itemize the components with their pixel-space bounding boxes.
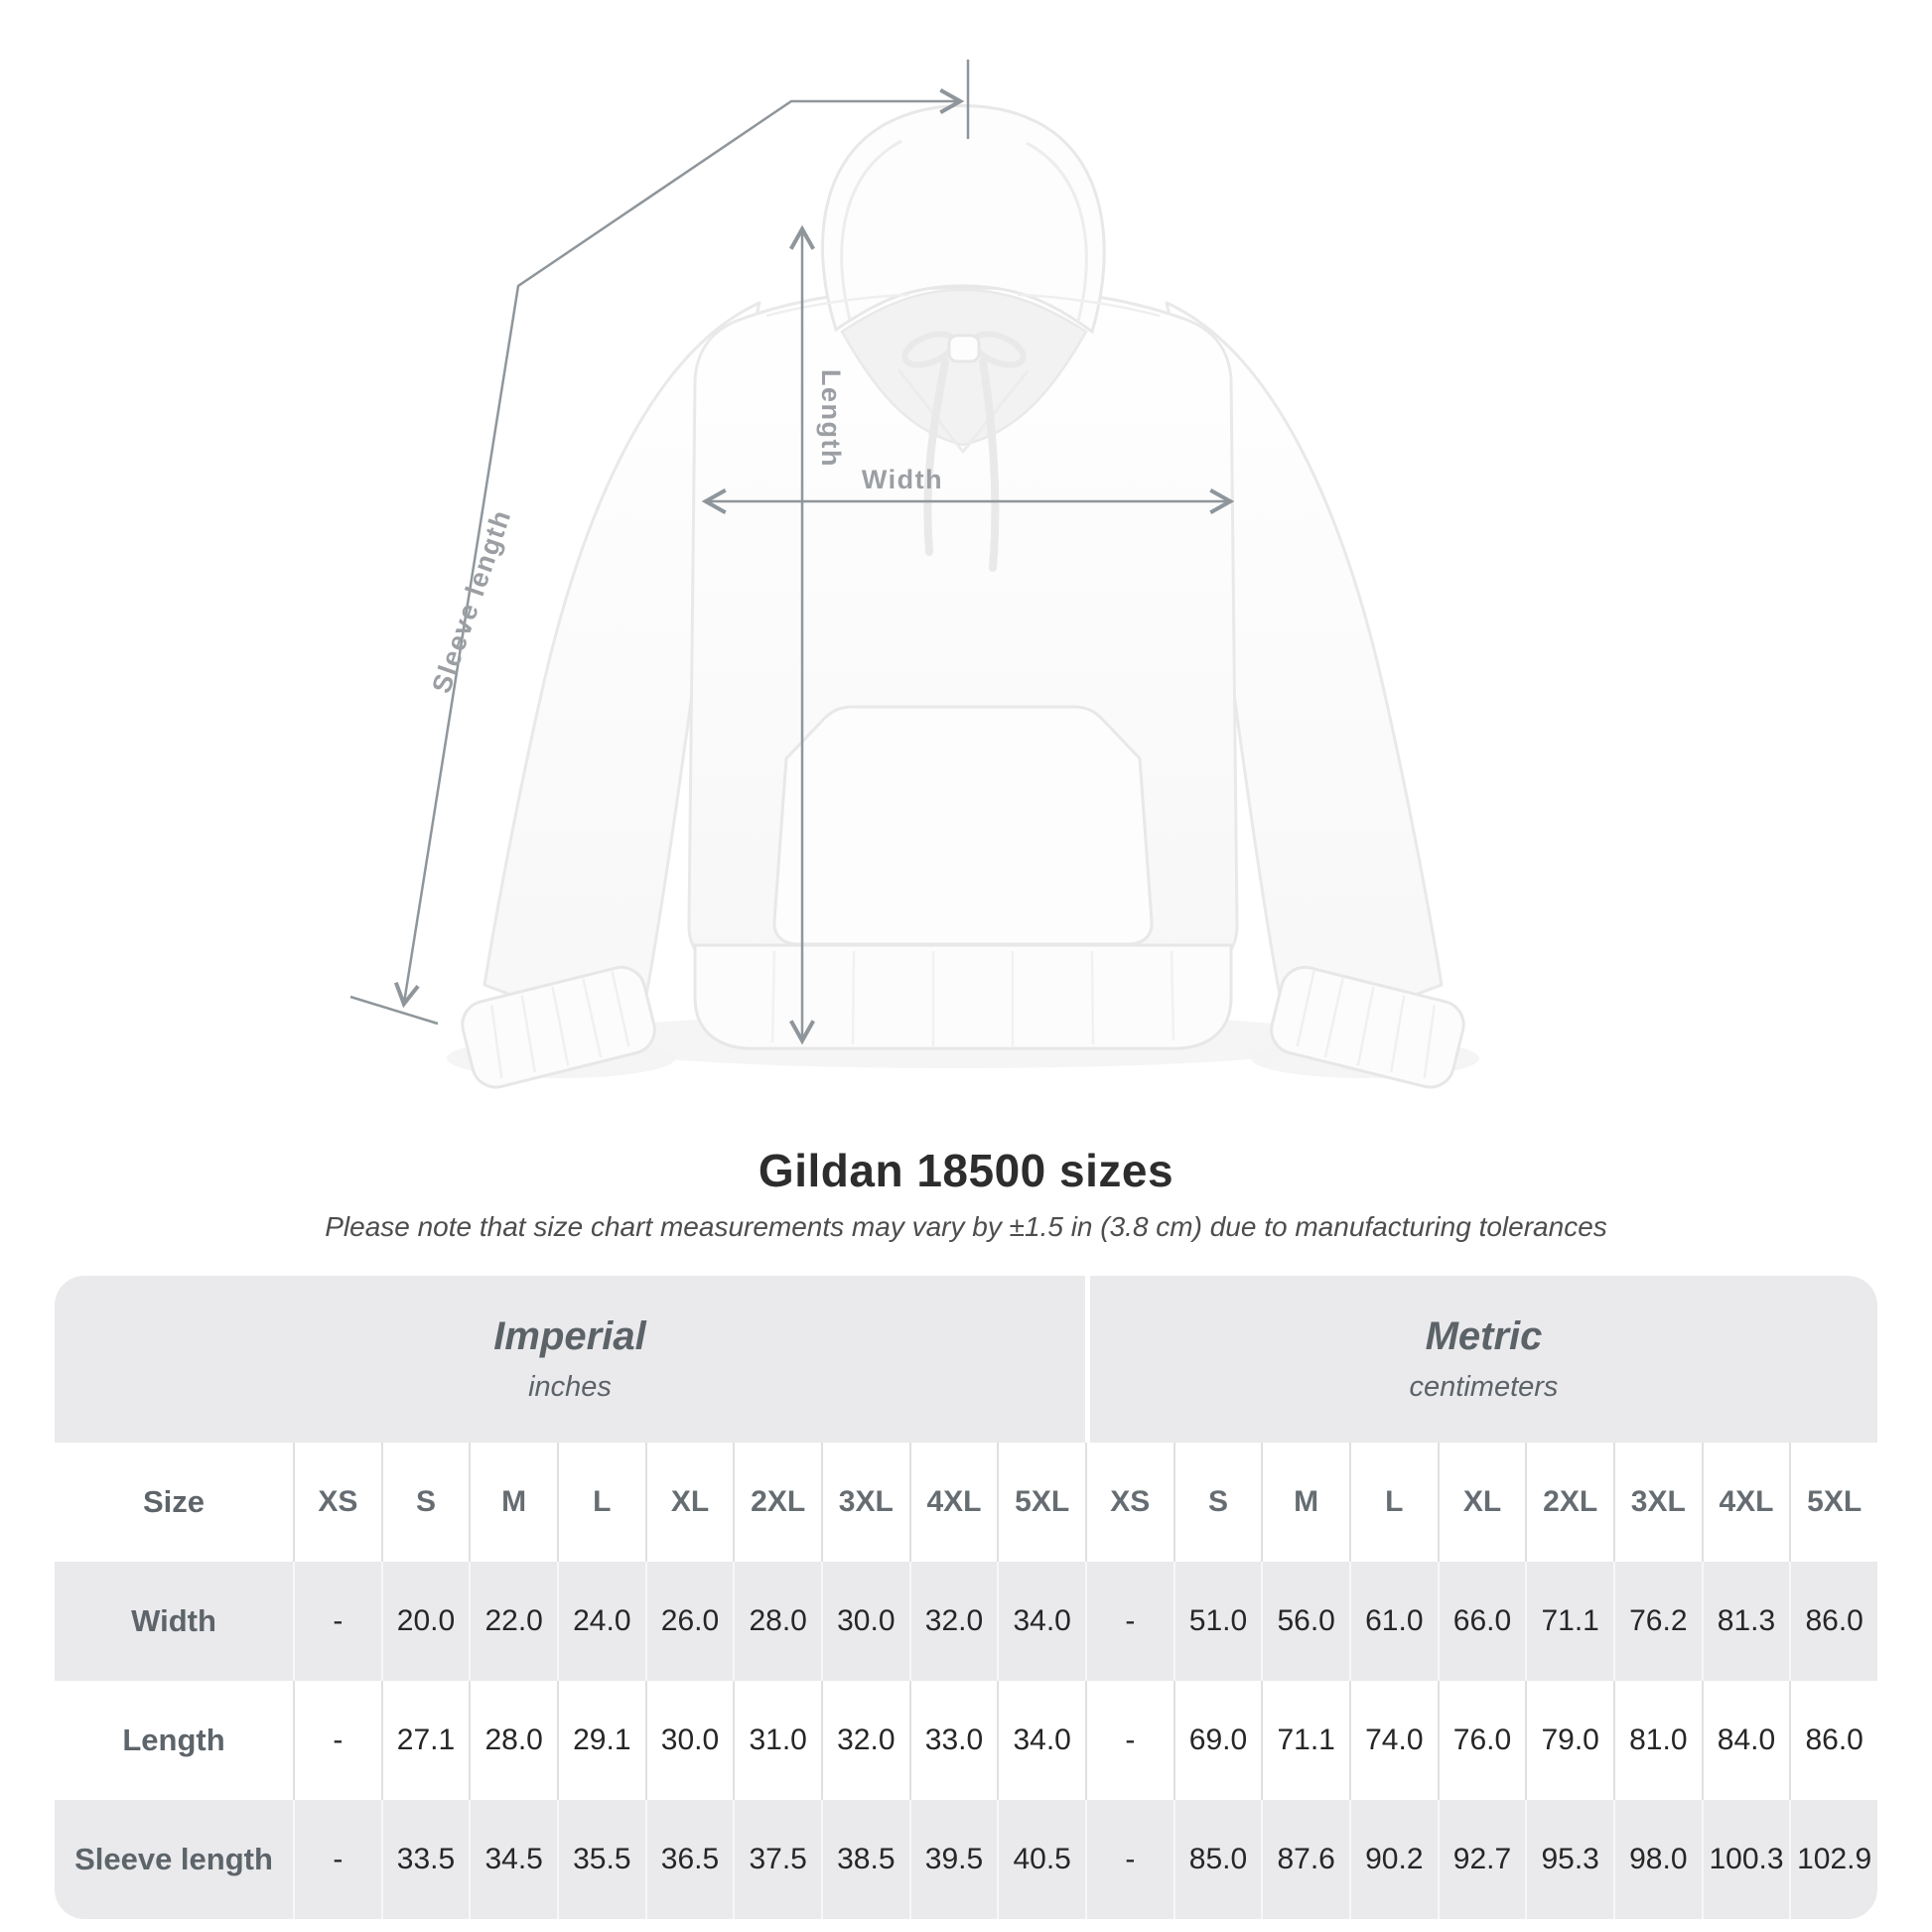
table-cell: 29.1 xyxy=(557,1681,645,1800)
table-cell: 79.0 xyxy=(1525,1681,1613,1800)
size-col-header: XL xyxy=(645,1443,734,1562)
table-cell: 86.0 xyxy=(1789,1681,1877,1800)
size-col-header: M xyxy=(469,1443,557,1562)
table-cell: 39.5 xyxy=(909,1800,998,1919)
table-cell: 85.0 xyxy=(1173,1800,1262,1919)
size-col-header: S xyxy=(1173,1443,1262,1562)
table-cell: 26.0 xyxy=(645,1562,734,1681)
size-col-header: 3XL xyxy=(1613,1443,1702,1562)
table-cell: 40.5 xyxy=(997,1800,1085,1919)
table-cell: - xyxy=(293,1681,381,1800)
size-header: Size xyxy=(142,1484,206,1519)
table-cell: 92.7 xyxy=(1438,1800,1526,1919)
table-row-sleeve-length xyxy=(55,1800,1877,1919)
row-label: Width xyxy=(131,1603,216,1638)
size-col-header: L xyxy=(1349,1443,1438,1562)
size-col-header: XS xyxy=(1085,1443,1173,1562)
table-cell: 34.5 xyxy=(469,1800,557,1919)
table-cell: 32.0 xyxy=(909,1562,998,1681)
imperial-unit: inches xyxy=(528,1371,612,1403)
width-label: Width xyxy=(861,465,944,494)
table-cell: 28.0 xyxy=(469,1681,557,1800)
size-col-header: 5XL xyxy=(997,1443,1085,1562)
table-cell: 66.0 xyxy=(1438,1562,1526,1681)
table-cell: 30.0 xyxy=(645,1681,734,1800)
table-cell: 87.6 xyxy=(1261,1800,1349,1919)
metric-title: Metric xyxy=(1425,1314,1543,1358)
imperial-title: Imperial xyxy=(493,1314,646,1358)
table-cell: 20.0 xyxy=(381,1562,470,1681)
size-table xyxy=(55,1276,1877,1919)
size-col-header: 5XL xyxy=(1789,1443,1877,1562)
table-cell: 38.5 xyxy=(821,1800,909,1919)
row-label: Length xyxy=(122,1723,225,1757)
table-cell: 34.0 xyxy=(997,1562,1085,1681)
hoodie-image xyxy=(447,106,1479,1093)
hoodie-pocket xyxy=(774,707,1152,944)
table-cell: 69.0 xyxy=(1173,1681,1262,1800)
table-cell: 31.0 xyxy=(733,1681,821,1800)
table-row-length xyxy=(55,1681,1877,1800)
table-cell: 81.0 xyxy=(1613,1681,1702,1800)
table-cell: 102.9 xyxy=(1789,1800,1877,1919)
table-cell: 81.3 xyxy=(1702,1562,1790,1681)
table-cell: 71.1 xyxy=(1525,1562,1613,1681)
size-header-row xyxy=(55,1443,1877,1562)
table-cell: - xyxy=(1085,1681,1173,1800)
table-cell: 74.0 xyxy=(1349,1681,1438,1800)
table-cell: - xyxy=(1085,1800,1173,1919)
table-cell: 98.0 xyxy=(1613,1800,1702,1919)
imperial-section-header xyxy=(55,1276,1085,1443)
table-cell: - xyxy=(1085,1562,1173,1681)
table-cell: 22.0 xyxy=(469,1562,557,1681)
table-cell: - xyxy=(293,1800,381,1919)
page-title: Gildan 18500 sizes xyxy=(758,1145,1174,1196)
size-col-header: 4XL xyxy=(1702,1443,1790,1562)
length-label: Length xyxy=(816,369,846,468)
table-cell: 24.0 xyxy=(557,1562,645,1681)
table-cell: 35.5 xyxy=(557,1800,645,1919)
size-col-header: 2XL xyxy=(733,1443,821,1562)
size-col-header: M xyxy=(1261,1443,1349,1562)
table-cell: 84.0 xyxy=(1702,1681,1790,1800)
metric-unit: centimeters xyxy=(1409,1371,1559,1403)
table-row-width xyxy=(55,1562,1877,1681)
size-col-header: 4XL xyxy=(909,1443,998,1562)
table-cell: 27.1 xyxy=(381,1681,470,1800)
sleeve-length-end-tick xyxy=(350,997,438,1024)
row-label: Sleeve length xyxy=(74,1842,273,1876)
size-col-header: S xyxy=(381,1443,470,1562)
unit-band xyxy=(55,1276,1877,1443)
table-cell: 28.0 xyxy=(733,1562,821,1681)
table-cell: - xyxy=(293,1562,381,1681)
table-cell: 90.2 xyxy=(1349,1800,1438,1919)
size-col-header: 2XL xyxy=(1525,1443,1613,1562)
table-cell: 32.0 xyxy=(821,1681,909,1800)
table-cell: 34.0 xyxy=(997,1681,1085,1800)
table-cell: 100.3 xyxy=(1702,1800,1790,1919)
table-cell: 33.5 xyxy=(381,1800,470,1919)
table-cell: 61.0 xyxy=(1349,1562,1438,1681)
table-cell: 76.0 xyxy=(1438,1681,1526,1800)
table-cell: 56.0 xyxy=(1261,1562,1349,1681)
size-col-header: L xyxy=(557,1443,645,1562)
table-cell: 86.0 xyxy=(1789,1562,1877,1681)
size-col-header: 3XL xyxy=(821,1443,909,1562)
table-cell: 95.3 xyxy=(1525,1800,1613,1919)
page-subtitle: Please note that size chart measurements may vary by ±1.5 in (3.8 cm) due to manufacturing tolerances xyxy=(325,1211,1607,1242)
size-col-header: XL xyxy=(1438,1443,1526,1562)
size-col-header: XS xyxy=(293,1443,381,1562)
table-cell: 37.5 xyxy=(733,1800,821,1919)
table-cell: 71.1 xyxy=(1261,1681,1349,1800)
table-cell: 30.0 xyxy=(821,1562,909,1681)
table-cell: 36.5 xyxy=(645,1800,734,1919)
table-cell: 76.2 xyxy=(1613,1562,1702,1681)
table-cell: 51.0 xyxy=(1173,1562,1262,1681)
drawstring-knot xyxy=(949,336,979,361)
metric-section-header xyxy=(1085,1276,1877,1443)
table-cell: 33.0 xyxy=(909,1681,998,1800)
sleeve-length-label: Sleeve length xyxy=(426,505,517,697)
